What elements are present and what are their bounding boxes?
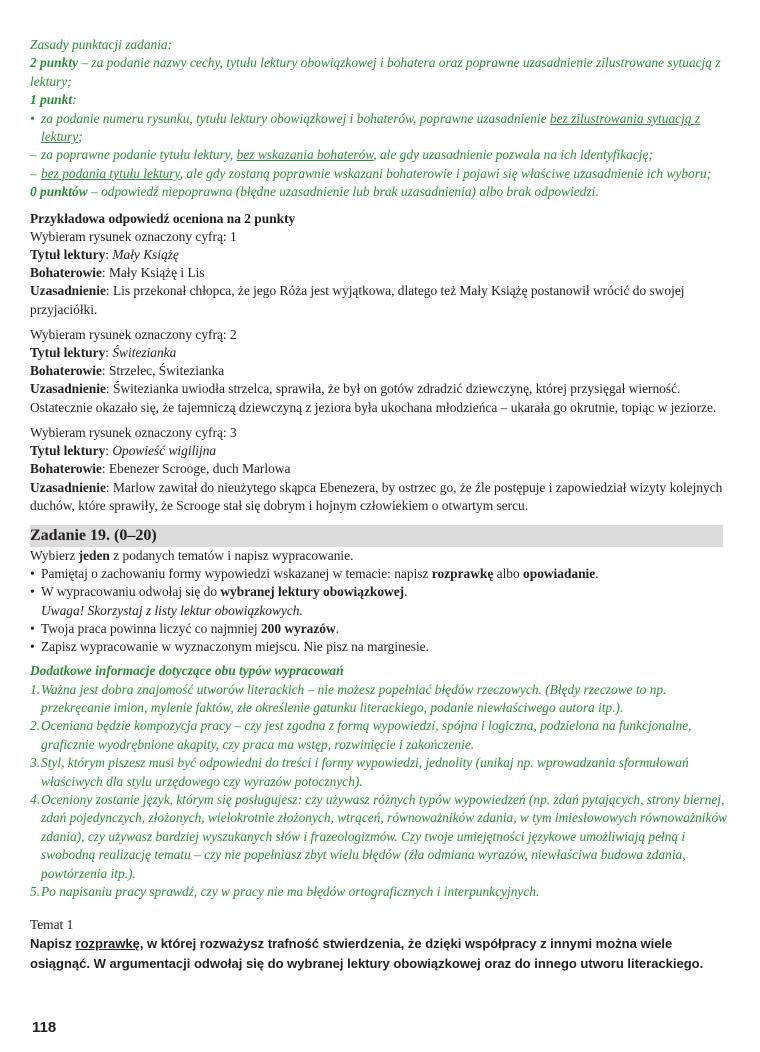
b1-bold: rozprawkę: [431, 566, 494, 582]
notes-item: [30, 791, 730, 883]
task-intro: [30, 547, 730, 565]
notes-item-text: Oceniana będzie kompozycja pracy – czy jest zgodna z formą wypowiedzi, spójna i logiczna, podzielona na funkcjonalne, graficznie wyodrębnione akapity, czy praca ma wstęp, rozwinięcie i zakończenie.: [41, 718, 692, 752]
intro-bold: jeden: [78, 547, 110, 563]
topic-text-a: Napisz: [30, 936, 76, 952]
topic-text-b: , w której rozważysz trafność stwierdzenia, że dzięki współpracy z innymi można wiele osiągnąć. W argumentacji odwołaj się do wybranej lektury obowiązkowej oraz do innego utworu literackiego.: [30, 936, 704, 972]
task-bullet-2: [30, 583, 730, 601]
notes-item-number: 1.: [30, 681, 41, 697]
scoring-item-2: [30, 146, 730, 164]
dash-icon: –: [30, 165, 37, 181]
b4-text: Zapisz wypracowanie w wyznaczonym miejscu. Nie pisz na marginesie.: [41, 638, 429, 654]
item1-end: ;: [78, 129, 83, 145]
item2-text: za poprawne podanie tytułu lektury,: [41, 147, 237, 163]
example-reason-line: Uzasadnienie: Świtezianka uwiodła strzelca, sprawiła, że był on gotów zdradzić dziewczynę, której przysięgał wierność. Ostatecznie okazało się, że tajemniczą dziewczyną z jeziora była ukochana młodzieńca – ukarała go okrutnie, topiąc w jeziorze.: [30, 381, 717, 415]
task-bullet-3: [30, 620, 730, 638]
example-title-line: Tytuł lektury: Opowieść wigilijna: [30, 443, 217, 459]
notes-item: [30, 681, 730, 718]
notes-title: Dodatkowe informacje dotyczące obu typów wypracowań: [30, 663, 344, 679]
bullet-icon: •: [30, 638, 35, 654]
title-label: Tytuł lektury: [30, 345, 106, 361]
b3-bold: 200 wyrazów: [260, 620, 336, 636]
notes-item-number: 2.: [30, 718, 41, 734]
task-bullet-1: [30, 565, 730, 583]
example-choice: Wybieram rysunek oznaczony cyfrą: 2: [30, 326, 237, 342]
topic-underlined: rozprawkę: [75, 936, 140, 952]
b2-end: .: [404, 584, 408, 600]
notes-item-text: Po napisaniu pracy sprawdź, czy w pracy nie ma błędów ortograficznych i interpunkcyjnych.: [41, 884, 540, 899]
b1-end: .: [595, 566, 599, 582]
example-reason: Świtezianka uwiodła strzelca, sprawiła, że był on gotów zdradzić dziewczynę, której przysięgał wierność. Ostatecznie okazało się, że tajemniczą dziewczyną z jeziora była ukochana młodzieńca – ukarała go okrutnie, topiąc w jeziorze.: [30, 381, 717, 415]
heroes-label: Bohaterowie: [30, 363, 102, 379]
page-number: 118: [32, 1019, 57, 1036]
notes-item-number: 5.: [30, 884, 41, 899]
b3-end: .: [335, 620, 340, 636]
scoring-one-point: [30, 91, 730, 109]
example-block: [30, 326, 730, 417]
notes-item-number: 3.: [30, 755, 41, 771]
one-point-colon: :: [72, 92, 77, 108]
bullet-icon: •: [30, 584, 35, 600]
example-heroes-line: Bohaterowie: Mały Książę i Lis: [30, 265, 205, 281]
example-answer: [30, 210, 730, 515]
additional-notes: [30, 662, 730, 901]
item2-underlined: bez wskazania bohaterów: [236, 147, 374, 163]
example-title: Świtezianka: [112, 345, 177, 361]
example-heroes: Ebenezer Scrooge, duch Marlowa: [108, 461, 291, 477]
example-choice: Wybieram rysunek oznaczony cyfrą: 1: [30, 228, 237, 244]
example-block: [30, 424, 730, 515]
notes-item: [30, 717, 730, 754]
item3-end: , ale gdy zostaną poprawnie wskazani bohaterowie i pojawi się właściwe uzasadnienie ich wyboru;: [179, 165, 712, 181]
zero-text: – odpowiedź niepoprawna (błędne uzasadnienie lub brak uzasadnienia) albo brak odpowiedzi.: [87, 184, 599, 200]
bullet-icon: •: [30, 110, 35, 126]
item3-underlined: bez podania tytułu lektury: [41, 165, 180, 181]
scoring-item-3: [30, 165, 730, 183]
example-header: Przykładowa odpowiedź oceniona na 2 punkty: [30, 210, 296, 226]
intro-end: z podanych tematów i napisz wypracowanie.: [109, 547, 354, 563]
reason-label: Uzasadnienie: [30, 381, 106, 397]
b1-text: Pamiętaj o zachowaniu formy wypowiedzi wskazanej w temacie: napisz: [41, 566, 432, 582]
example-title: Opowieść wigilijna: [112, 443, 217, 459]
one-point-label: 1 punkt: [30, 92, 73, 108]
notes-item-text: Oceniony zostanie język, którym się posługujesz: czy używasz różnych typów wypowiedzeń (np. zdań pytających, strony biernej, zdań pojedynczych, złożonych, wielokrotnie złożonych, wtrąceń, równoważników zdania, w tym imiesłowowych równoważników zdania), czy używasz bardziej wyszukanych słów i frazeologizmów. Czy twoje umiejętności językowe umożliwiają pełną i swobodną realizację tematu – czy nie popełniasz zbyt wielu błędów (źła odmiana wyrazów, niewłaściwa budowa zdania, powtórzenia itp.).: [41, 791, 728, 881]
example-block: [30, 228, 730, 319]
example-title: Mały Książę: [112, 247, 179, 263]
item1-underlined: bez zilustrowania sytuacją z lektury: [41, 110, 701, 145]
example-reason: Lis przekonał chłopca, że jego Róża jest wyjątkowa, dlatego też Mały Książę postanowił wrócić do swojej przyjaciółki.: [30, 283, 685, 317]
example-blocks: [30, 228, 730, 515]
example-reason-line: Uzasadnienie: Lis przekonał chłopca, że jego Róża jest wyjątkowa, dlatego też Mały Książę postanowił wrócić do swojej przyjaciółki.: [30, 283, 685, 317]
example-heroes: Strzelec, Świtezianka: [108, 363, 225, 379]
b1-mid: albo: [493, 566, 524, 582]
reason-label: Uzasadnienie: [30, 479, 106, 495]
example-title-line: Tytuł lektury: Mały Książę: [30, 247, 179, 263]
scoring-zero: [30, 183, 730, 201]
dash-icon: –: [30, 147, 37, 163]
example-heroes-line: Bohaterowie: Ebenezer Scrooge, duch Marlowa: [30, 461, 291, 477]
topic: [30, 915, 730, 974]
notes-item-text: Ważna jest dobra znajomość utworów literackich – nie możesz popełniać błędów rzeczowych. (Błędy rzeczowe to np. przekręcanie imion, mylenie faktów, złe określenie gatunku literackiego, podanie niewłaściwego autora itp.).: [41, 681, 667, 715]
task-bullet-4: [30, 638, 730, 656]
example-reason: Marlow zawitał do nieużytego skąpca Ebenezera, by ostrzec go, że źle postępuje i zapowiedział wizyty kolejnych duchów, które sprawiły, że Scrooge stał się dobrym i hojnym człowiekiem o otwartym sercu.: [30, 479, 723, 513]
heroes-label: Bohaterowie: [30, 265, 102, 281]
b3-text: Twoja praca powinna liczyć co najmniej: [41, 620, 261, 636]
heroes-label: Bohaterowie: [30, 461, 102, 477]
example-heroes: Mały Książę i Lis: [108, 265, 205, 281]
notes-item-number: 4.: [30, 791, 41, 807]
zero-label: 0 punktów: [30, 184, 88, 200]
task-heading-text: Zadanie 19. (0–20): [30, 526, 157, 544]
example-title-line: Tytuł lektury: Świtezianka: [30, 345, 177, 361]
notes-item: [30, 883, 730, 901]
task-heading: [30, 525, 723, 547]
title-label: Tytuł lektury: [30, 247, 106, 263]
example-choice: Wybieram rysunek oznaczony cyfrą: 3: [30, 424, 237, 440]
bullet-icon: •: [30, 620, 35, 636]
scoring-rules: [30, 36, 730, 202]
scoring-item-1: [30, 110, 730, 147]
item2-end: , ale gdy uzasadnienie pozwala na ich identyfikację;: [373, 147, 653, 163]
two-points-text: – za podanie nazwy cechy, tytułu lektury obowiązkowej i bohatera oraz poprawne uzasadnienie zilustrowane sytuacją z lektury;: [30, 55, 721, 89]
task-note: Uwaga! Skorzystaj z listy lektur obowiązkowych.: [41, 602, 303, 618]
title-label: Tytuł lektury: [30, 443, 106, 459]
notes-list: [30, 681, 730, 902]
page-content: [30, 36, 730, 974]
scoring-two-points: [30, 54, 730, 91]
example-reason-line: Uzasadnienie: Marlow zawitał do nieużytego skąpca Ebenezera, by ostrzec go, że źle postępuje i zapowiedział wizyty kolejnych duchów, które sprawiły, że Scrooge stał się dobrym i hojnym człowiekiem o otwartym sercu.: [30, 479, 723, 513]
two-points-label: 2 punkty: [30, 55, 78, 71]
reason-label: Uzasadnienie: [30, 283, 106, 299]
topic-text: [30, 934, 730, 974]
example-heroes-line: Bohaterowie: Strzelec, Świtezianka: [30, 363, 225, 379]
b2-text: W wypracowaniu odwołaj się do: [41, 584, 221, 600]
bullet-icon: •: [30, 566, 35, 582]
b1-bold2: opowiadanie: [523, 566, 596, 582]
item1-text: za podanie numeru rysunku, tytułu lektury obowiązkowej i bohaterów, poprawne uzasadnienie: [41, 110, 550, 126]
b2-bold: wybranej lektury obowiązkowej: [220, 584, 405, 600]
topic-label: Temat 1: [30, 917, 74, 933]
notes-item: [30, 754, 730, 791]
notes-item-text: Styl, którym piszesz musi być odpowiedni do treści i formy wypowiedzi, jednolity (unikaj np. wprowadzania sformułowań właściwych dla stylu urzędowego czy wyrazów potocznych).: [41, 755, 689, 789]
scoring-title: Zasady punktacji zadania:: [30, 37, 173, 52]
intro-text: Wybierz: [30, 547, 79, 563]
task-instructions: [30, 547, 730, 656]
